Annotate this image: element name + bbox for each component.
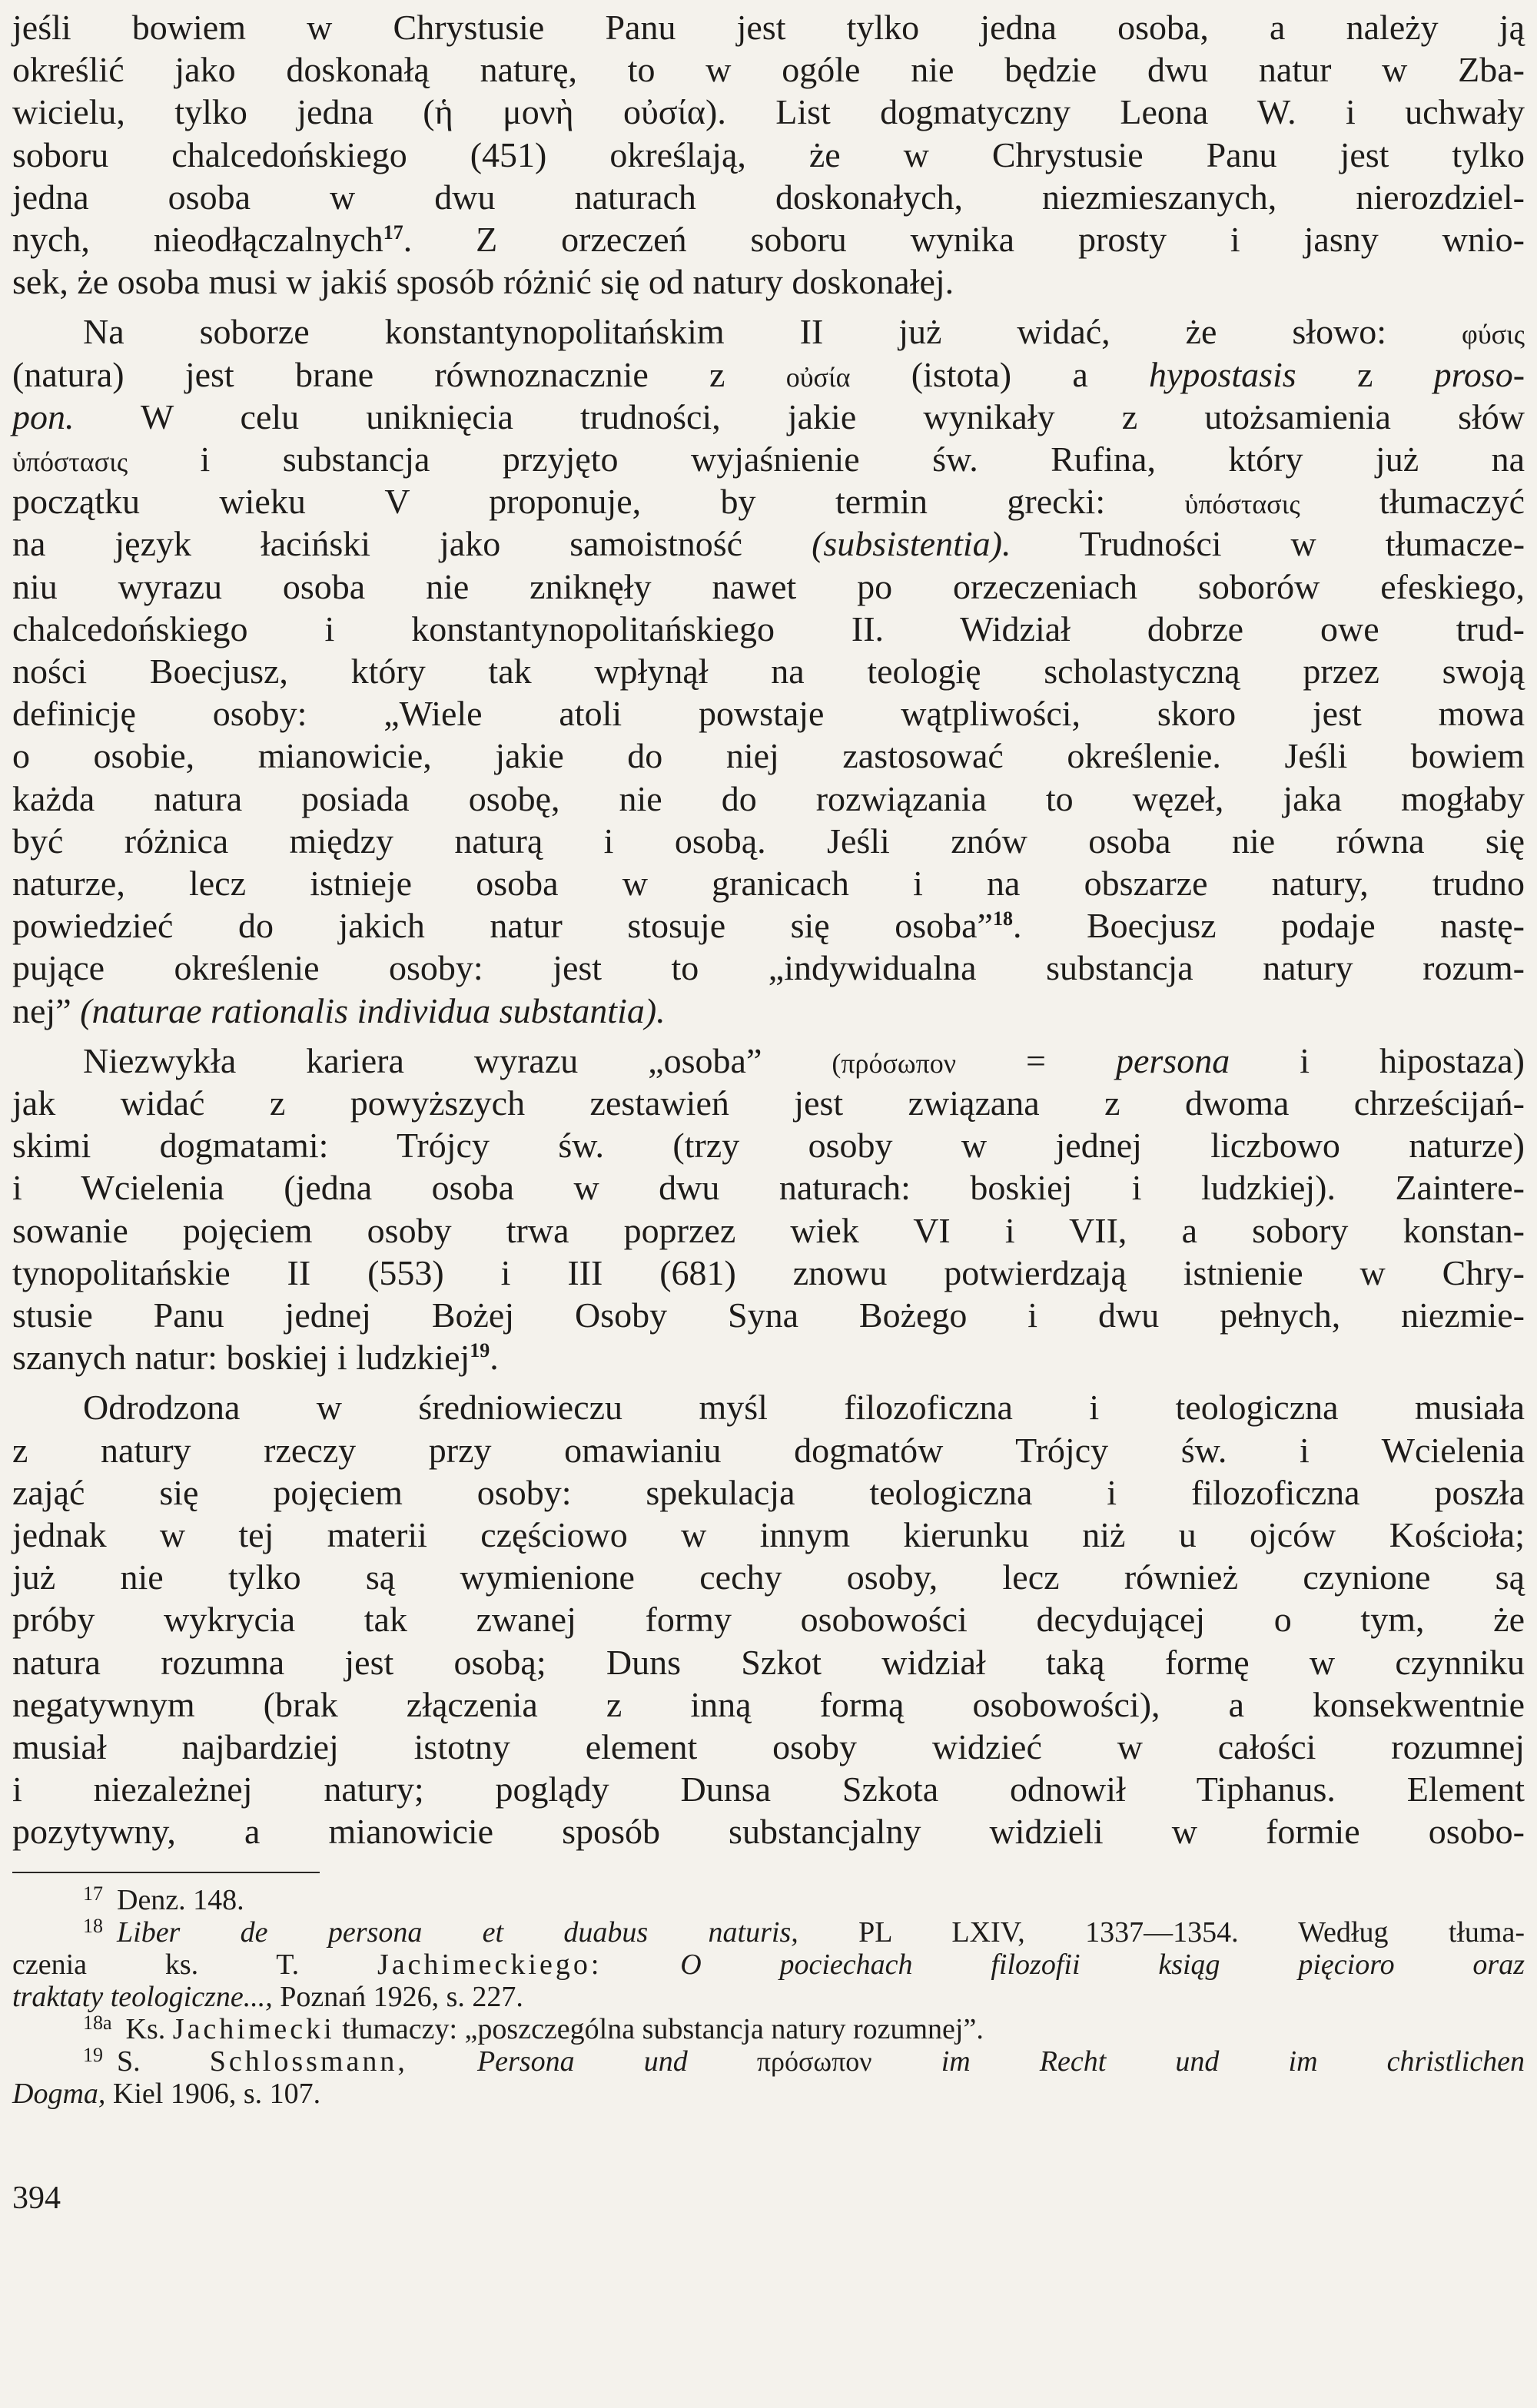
text-line: Niezwykła kariera wyrazu „osoba” (πρόσωπον = persona i hipostaza) — [83, 1040, 1525, 1080]
text-line: chalcedońskiego i konstantynopolitańskiego II. Widział dobrze owe trud- — [12, 609, 1525, 648]
footnote-ref-18[interactable]: 18 — [992, 907, 1013, 930]
text-line: każda natura posiada osobę, nie do rozwiązania to węzeł, jaka mogłaby — [12, 778, 1525, 818]
text-line: nych, nieodłączalnych$^{17}$. Z orzeczeń soboru wynika prosty i jasny wnio- — [12, 220, 1525, 259]
footnote-ref-17[interactable]: 17 — [383, 221, 403, 244]
text-line: naturze, lecz istnieje osoba w granicach i na obszarze natury, trudno — [12, 864, 1525, 903]
page-number: 394 — [12, 2180, 61, 2216]
text-line: o osobie, mianowicie, jakie do niej zastosować określenie. Jeśli bowiem — [12, 736, 1525, 776]
text-line: ὑπόστασις i substancja przyjęto wyjaśnienie św. Rufina, który już na — [12, 439, 1525, 479]
footnote-18: $^{18}$ Liber de persona et duabus naturis, PL LXIV, 1337—1354. Według tłuma- — [83, 1914, 1525, 1949]
text-line: musiał najbardziej istotny element osoby widzieć w całości rozumnej — [12, 1727, 1525, 1766]
text-line: Odrodzona w średniowieczu myśl filozoficzna i teologiczna musiała — [83, 1388, 1525, 1428]
text-line: początku wieku V proponuje, by termin grecki: ὑπόστασις tłumaczyć — [12, 482, 1525, 522]
text-line: natura rozumna jest osobą; Duns Szkot widział taką formę w czynniku — [12, 1642, 1525, 1682]
footnote-separator — [12, 1872, 320, 1873]
text-line: jak widać z powyższych zestawień jest związana z dwoma chrześcijań- — [12, 1083, 1525, 1123]
text-line: pon. W celu uniknięcia trudności, jakie wynikały z utożsamienia słów — [12, 396, 1525, 436]
text-line: sowanie pojęciem osoby trwa poprzez wiek VI i VII, a sobory konstan- — [12, 1210, 1525, 1250]
text-line: określić jako doskonałą naturę, to w ogóle nie będzie dwu natur w Zba- — [12, 50, 1525, 90]
text-line: próby wykrycia tak zwanej formy osobowości decydującej o tym, że — [12, 1600, 1525, 1640]
footnote-17: $^{17}$ Denz. 148. — [83, 1882, 244, 1916]
text-line: być różnica między naturą i osobą. Jeśli znów osoba nie równa się — [12, 821, 1525, 861]
text-line: stusie Panu jednej Bożej Osoby Syna Bożego i dwu pełnych, niezmie- — [12, 1295, 1525, 1335]
text-line: Na soborze konstantynopolitańskim II już widać, że słowo: φύσις — [83, 312, 1525, 352]
text-line: z natury rzeczy przy omawianiu dogmatów Trójcy św. i Wcielenia — [12, 1430, 1525, 1470]
footnote-18-cont: czenia ks. T. Jachimeckiego: O pociechach filozofii ksiąg pięcioro oraz — [12, 1948, 1525, 1981]
text-line: pozytywny, a mianowicie sposób substancjalny widzieli w formie osobo- — [12, 1812, 1525, 1852]
footnote-18-cont: traktaty teologiczne..., Poznań 1926, s. 227. — [12, 1980, 523, 2013]
text-line: niu wyrazu osoba nie zniknęły nawet po orzeczeniach soborów efeskiego, — [12, 566, 1525, 606]
text-line: ności Boecjusz, który tak wpłynął na teologię scholastyczną przez swoją — [12, 652, 1525, 691]
text-line: i Wcielenia (jedna osoba w dwu naturach: boskiej i ludzkiej). Zaintere- — [12, 1168, 1525, 1208]
footnote-19: $^{19}$ S. Schlossmann, Persona und πρόσωπον im Recht und im christlichen — [83, 2043, 1525, 2078]
text-line: negatywnym (brak złączenia z inną formą osobowości), a konsekwentnie — [12, 1684, 1525, 1724]
text-line: zająć się pojęciem osoby: spekulacja teologiczna i filozoficzna poszła — [12, 1472, 1525, 1512]
text-line: szanych natur: boskiej i ludzkiej$^{19}$. — [12, 1338, 499, 1378]
text-line: jeśli bowiem w Chrystusie Panu jest tylko jedna osoba, a należy ją — [12, 8, 1525, 47]
text-line: skimi dogmatami: Trójcy św. (trzy osoby w jednej liczbowo naturze) — [12, 1126, 1525, 1166]
text-line: jedna osoba w dwu naturach doskonałych, niezmieszanych, nierozdziel- — [12, 177, 1525, 217]
footnote-19-cont: Dogma, Kiel 1906, s. 107. — [12, 2077, 321, 2110]
text-line: pujące określenie osoby: jest to „indywidualna substancja natury rozum- — [12, 948, 1525, 988]
text-line: jednak w tej materii częściowo w innym kierunku niż u ojców Kościoła; — [12, 1515, 1525, 1554]
text-line: (natura) jest brane równoznacznie z οὐσία (istota) a hypostasis z proso- — [12, 354, 1525, 394]
text-line: tynopolitańskie II (553) i III (681) znowu potwierdzają istnienie w Chry- — [12, 1252, 1525, 1292]
text-line: nej” (naturae rationalis individua substantia). — [12, 990, 666, 1030]
text-line: na język łaciński jako samoistność (subsistentia). Trudności w tłumacze- — [12, 524, 1525, 564]
footnote-ref-19[interactable]: 19 — [470, 1339, 490, 1362]
text-line: już nie tylko są wymienione cechy osoby, lecz również czynione są — [12, 1557, 1525, 1597]
footnote-18a: $^{18a}$ Ks. Jachimecki tłumaczy: „poszczególna substancja natury rozumnej”. — [83, 2011, 984, 2045]
text-line: definicję osoby: „Wiele atoli powstaje wątpliwości, skoro jest mowa — [12, 694, 1525, 734]
text-line: powiedzieć do jakich natur stosuje się osoba”$^{18}$. Boecjusz podaje nastę- — [12, 906, 1525, 946]
text-line: sek, że osoba musi w jakiś sposób różnić się od natury doskonałej. — [12, 262, 954, 302]
text-line: i niezależnej natury; poglądy Dunsa Szkota odnowił Tiphanus. Element — [12, 1770, 1525, 1809]
text-line: soboru chalcedońskiego (451) określają, że w Chrystusie Panu jest tylko — [12, 134, 1525, 174]
text-line: wicielu, tylko jedna (ἡ μονὴ οὐσία). List dogmatyczny Leona W. i uchwały — [12, 92, 1525, 132]
